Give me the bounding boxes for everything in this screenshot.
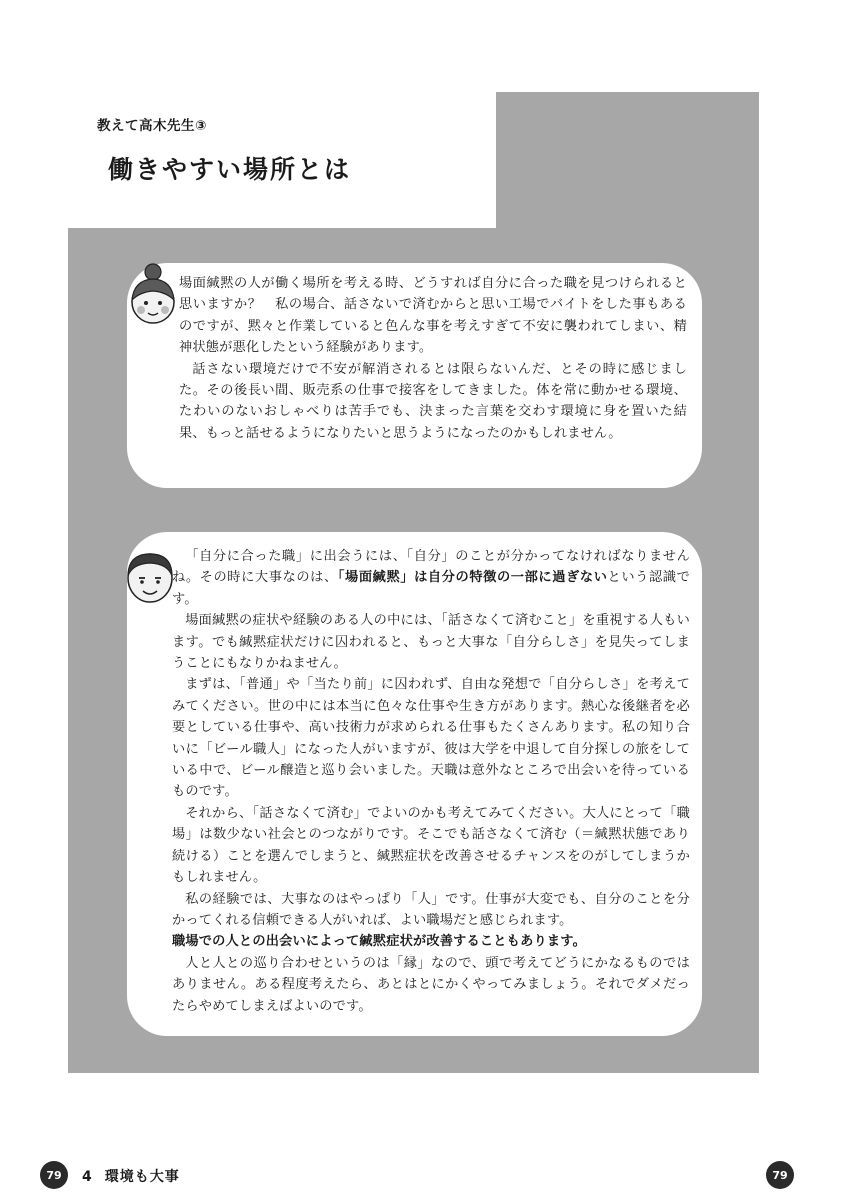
page-number-right: 79	[766, 1161, 794, 1189]
bubble2-paragraph-6	[172, 931, 690, 952]
page-number-left: 79	[40, 1161, 68, 1189]
chapter-number: 4	[82, 1169, 93, 1185]
chapter-label	[82, 1166, 180, 1186]
bubble1-paragraph-2: 話さない環境だけで不安が解消されるとは限らないんだ、とその時に感じました。その後長い間、販売系の仕事で接客をしてきました。体を常に動かせる環境、たわいのないおしゃべりは苦手でも、決まった言葉を交わす環境に身を置いた結果、もっと話せるようになりたいと思うようになったのかもしれません。	[179, 361, 687, 441]
chapter-title: 環境も大事	[104, 1169, 180, 1185]
bubble2-p1-emphasis: 「場面緘黙」は自分の特徴の一部に過ぎない	[337, 570, 608, 586]
girl-avatar-icon	[128, 262, 178, 334]
speech-bubble-girl	[127, 263, 702, 488]
bubble2-p6-emphasis: 職場での人との出会いによって緘黙症状が改善することもあります。	[172, 934, 586, 950]
bubble2-paragraph-3: まずは、「普通」や「当たり前」に囚われず、自由な発想で「自分らしさ」を考えてみてください。世の中には本当に色々な仕事や生き方があります。熱心な後継者を必要としている仕事や、高い技術力が求められる仕事もたくさんあります。私の知り合いに「ビール職人」になった人がいますが、彼は大学を中退して自分探しの旅をしている中で、ビール醸造と巡り会いました。天職は意外なところで出会いを待っているものです。	[172, 677, 690, 800]
bubble2-paragraph-2: 場面緘黙の症状や経験のある人の中には、「話さなくて済むこと」を重視する人もいます。でも緘黙症状だけに囚われると、もっと大事な「自分らしさ」を見失ってしまうことにもなりかねません。	[172, 613, 690, 672]
bubble1-paragraph-1: 場面緘黙の人が働く場所を考える時、どうすれば自分に合った職を見つけられると思いますか？ 私の場合、話さないで済むからと思い工場でバイトをした事もあるのですが、黙々と作業していると色んな事を考えすぎて不安に襲われてしまい、精神状態が悪化したという経験があります。	[179, 276, 687, 356]
page-title: 働きやすい場所とは	[108, 155, 352, 184]
speech-bubble-man	[127, 532, 702, 1036]
man-avatar-icon	[124, 548, 176, 606]
section-kicker: 教えて高木先生③	[97, 118, 207, 134]
bubble2-paragraph-1	[172, 546, 690, 610]
bubble2-p1-text: 「自分に合った職」に出会うには、「自分」のことが分かってなければなりませんね。その時に大事なのは、	[172, 549, 690, 586]
bubble2-paragraph-7: 人と人との巡り合わせというのは「縁」なので、頭で考えてどうにかなるものではありません。ある程度考えたら、あとはとにかくやってみましょう。それでダメだったらやめてしまえばよいのです。	[172, 955, 690, 1014]
bubble2-paragraph-4: それから、「話さなくて済む」でよいのかも考えてみてください。大人にとって「職場」は数少ない社会とのつながりです。そこでも話さなくて済む（＝緘黙状態であり続ける）ことを選んでしまうと、緘黙症状を改善させるチャンスをのがしてしまうかもしれません。	[172, 805, 690, 886]
bubble2-paragraph-5: 私の経験では、大事なのはやっぱり「人」です。仕事が大変でも、自分のことを分かってくれる信頼できる人がいれば、よい職場だと感じられます。	[172, 891, 690, 928]
bubble2-p1-tail: という認識です。	[172, 570, 690, 607]
